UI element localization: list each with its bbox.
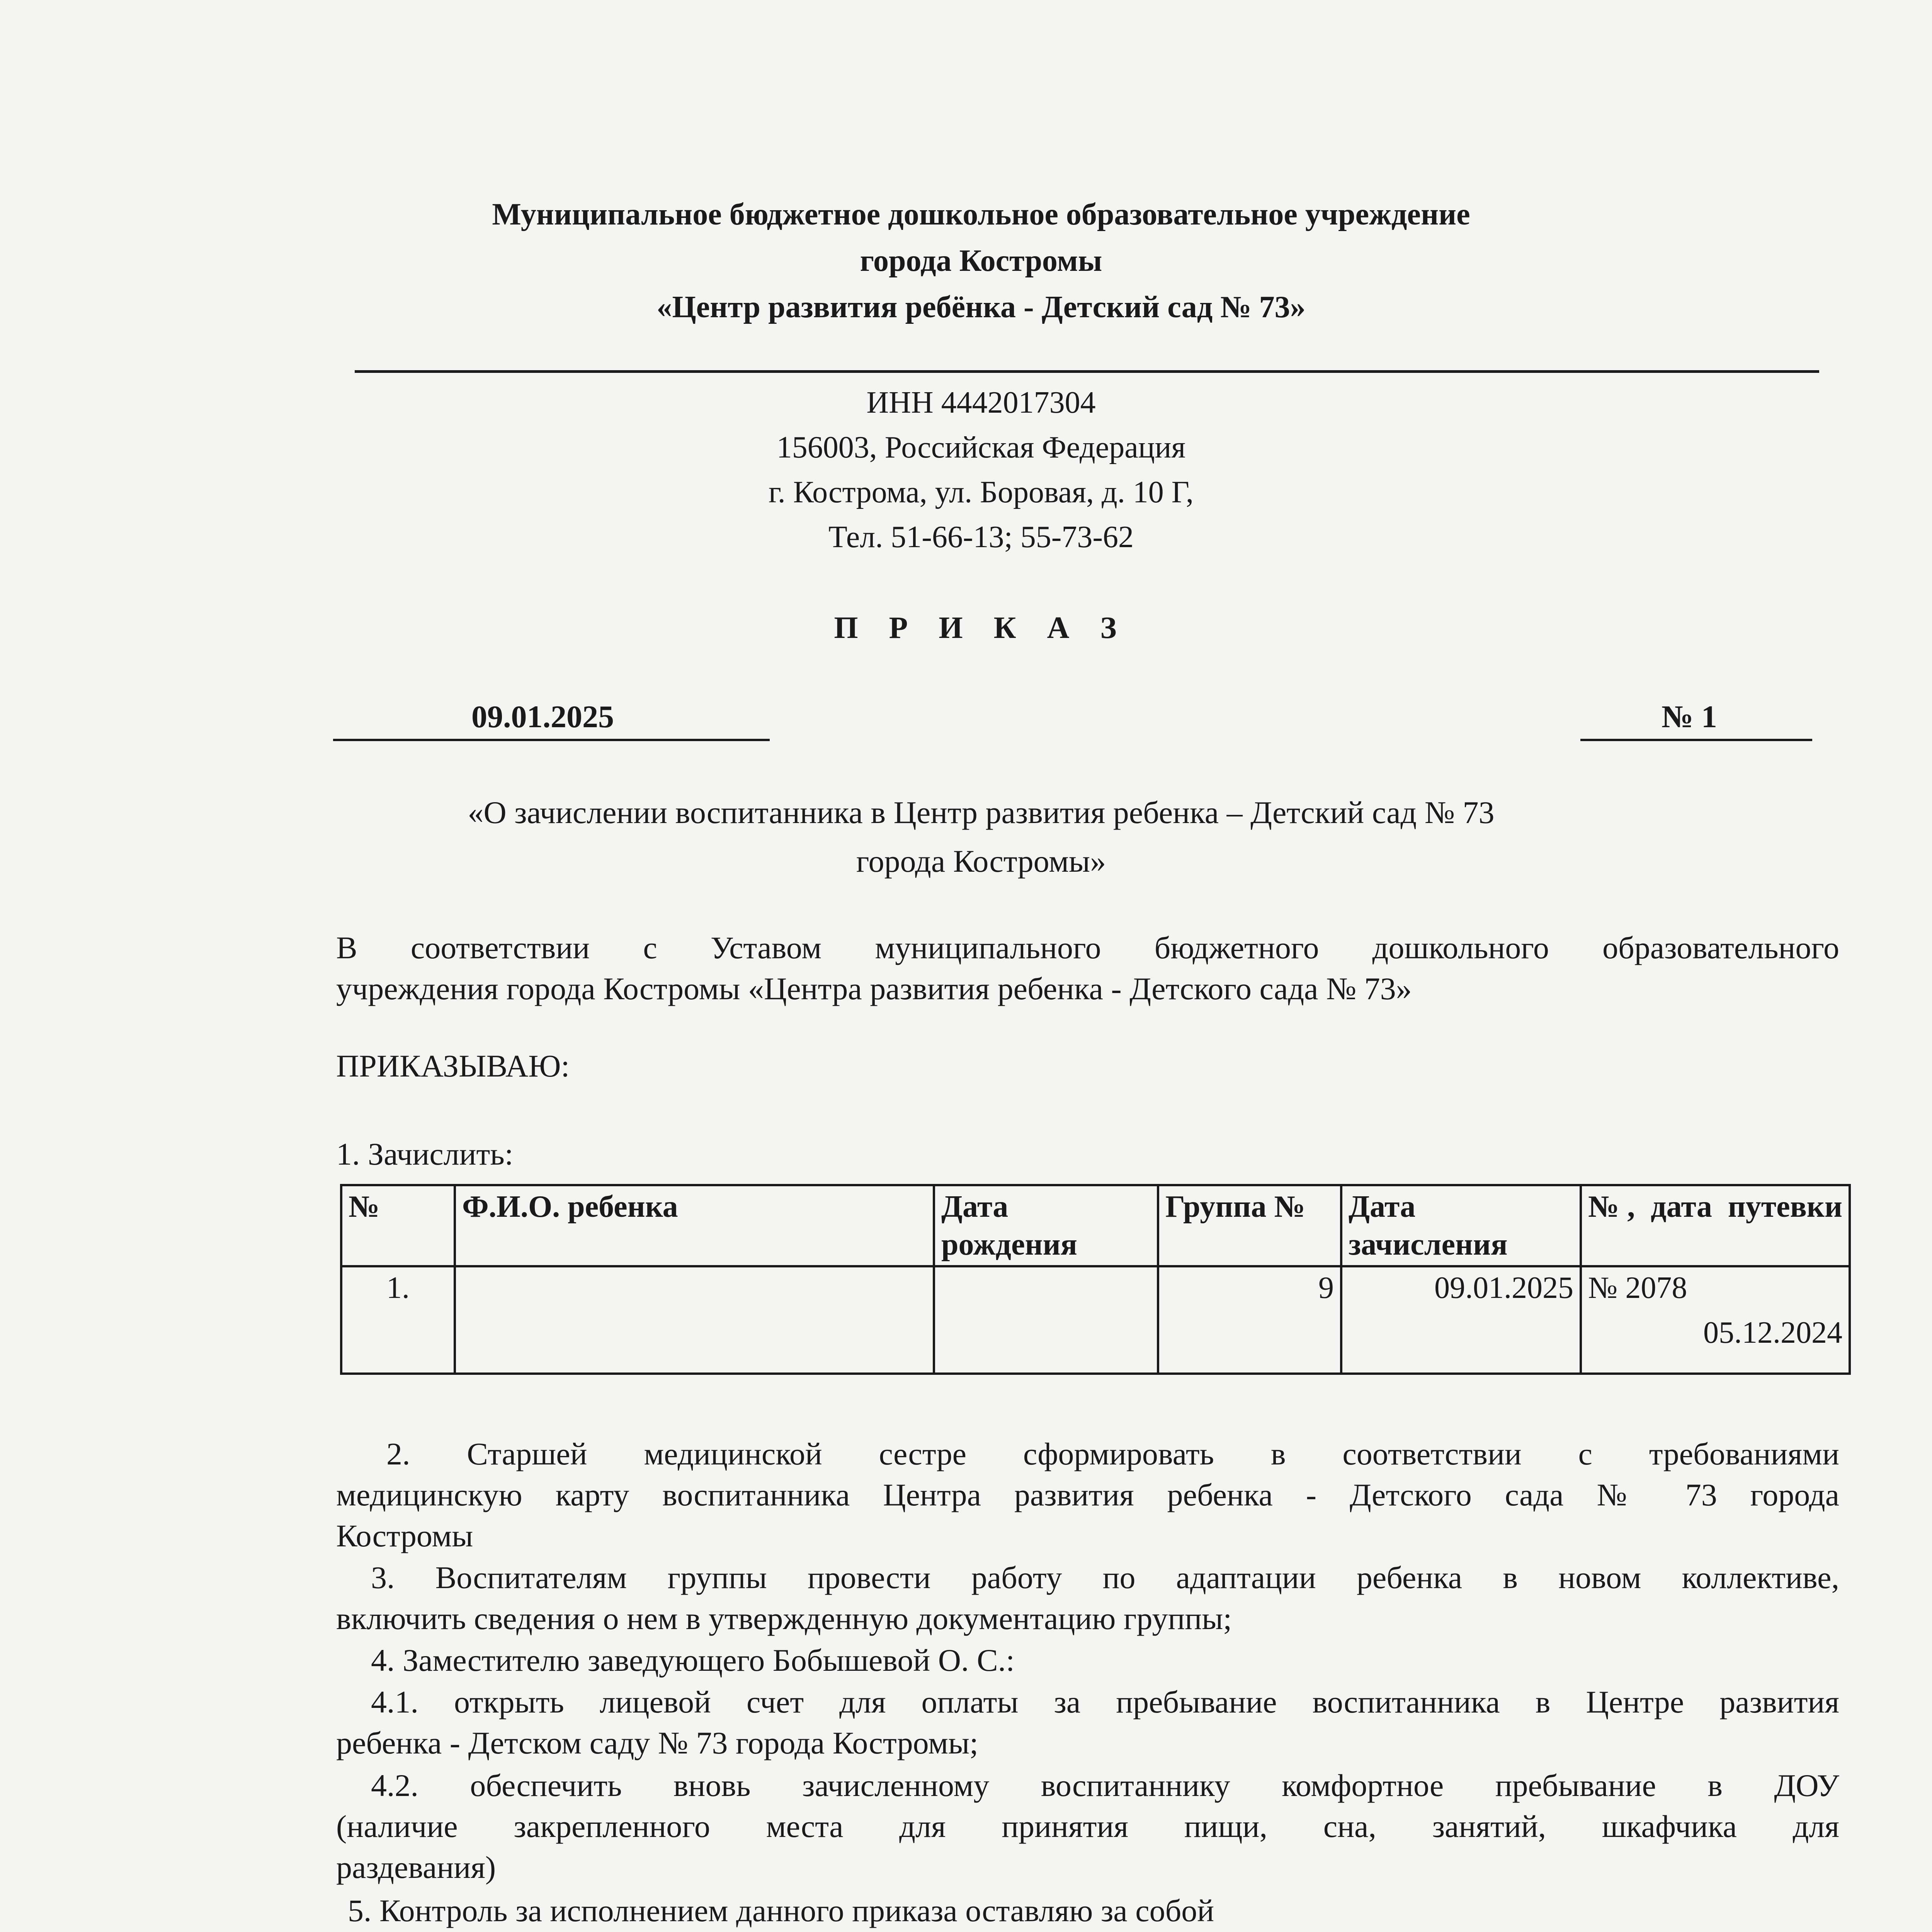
- decree-word: ПРИКАЗЫВАЮ:: [336, 1048, 570, 1083]
- item1-label: 1. Зачислить:: [336, 1136, 514, 1172]
- voucher-number: № 2078: [1588, 1271, 1687, 1305]
- order-number: № 1: [1662, 699, 1717, 734]
- item4-2-line1: 4.2. обеспечить вновь зачисленному воспитаннику комфортное пребывание в ДОУ: [371, 1768, 1839, 1803]
- item4-1-line1: 4.1. открыть лицевой счет для оплаты за пребывание воспитанника в Центре развития: [371, 1684, 1839, 1719]
- item2-line2: медицинскую карту воспитанника Центра развития ребенка - Детского сада № 73 города: [336, 1477, 1839, 1512]
- cell-enroll-date: 09.01.2025: [1341, 1266, 1581, 1374]
- item2-line1: 2. Старшей медицинской сестре сформировать в соответствии с требованиями: [386, 1436, 1839, 1471]
- order-title: П Р И К А З: [834, 611, 1128, 645]
- order-subject-line1: «О зачислении воспитанника в Центр развития ребенка – Детский сад № 73: [468, 795, 1495, 830]
- header-divider: [355, 370, 1819, 373]
- item4-1: [336, 1682, 1839, 1764]
- number-underline: [1580, 739, 1812, 741]
- order-date: 09.01.2025: [471, 699, 614, 734]
- preamble: [336, 927, 1839, 1009]
- item3: [336, 1557, 1839, 1639]
- header-num: №: [341, 1185, 455, 1266]
- cell-child-name: [455, 1266, 934, 1374]
- enrollment-table: [340, 1184, 1851, 1375]
- org-name-line2: города Костромы: [860, 244, 1102, 278]
- org-phone: Тел. 51-66-13; 55-73-62: [828, 520, 1134, 554]
- header-group: Группа №: [1158, 1185, 1341, 1266]
- item2-line3: Костромы: [336, 1518, 473, 1553]
- table-header-row: [341, 1185, 1850, 1266]
- org-address-country: 156003, Российская Федерация: [776, 430, 1186, 464]
- item3-line2: включить сведения о нем в утвержденную документацию группы;: [336, 1601, 1232, 1636]
- org-name-line1: Муниципальное бюджетное дошкольное образовательное учреждение: [492, 197, 1470, 231]
- order-subject-line2: города Костромы»: [856, 844, 1106, 879]
- header-voucher: №, дата путевки: [1581, 1185, 1850, 1266]
- cell-birth-date: [934, 1266, 1158, 1374]
- header-enroll-date: Дата зачисления: [1341, 1185, 1581, 1266]
- header-child-name: Ф.И.О. ребенка: [455, 1185, 934, 1266]
- org-inn: ИНН 4442017304: [866, 386, 1096, 420]
- cell-voucher: [1581, 1266, 1850, 1374]
- preamble-line1: В соответствии с Уставом муниципального бюджетного дошкольного образовательного: [336, 930, 1839, 965]
- preamble-line2: учреждения города Костромы «Центра развития ребенка - Детского сада № 73»: [336, 971, 1412, 1006]
- item4-2-line2: (наличие закрепленного места для принятия пищи, сна, занятий, шкафчика для: [336, 1809, 1839, 1844]
- header-birth-date: Дата рождения: [934, 1185, 1158, 1266]
- item4: 4. Заместителю заведующего Бобышевой О. С.:: [371, 1643, 1015, 1678]
- item4-1-line2: ребенка - Детском саду № 73 города Костромы;: [336, 1725, 978, 1760]
- org-address-street: г. Кострома, ул. Боровая, д. 10 Г,: [769, 475, 1194, 509]
- cell-num: 1.: [341, 1266, 455, 1374]
- item3-line1: 3. Воспитателям группы провести работу по адаптации ребенка в новом коллективе,: [371, 1560, 1839, 1595]
- item4-2-line3: раздевания): [336, 1850, 496, 1885]
- org-name-line3: «Центр развития ребёнка - Детский сад № 73»: [656, 290, 1306, 324]
- table-row: [341, 1266, 1850, 1374]
- item4-2: [336, 1765, 1839, 1888]
- item5: 5. Контроль за исполнением данного приказа оставляю за собой: [348, 1893, 1214, 1928]
- date-underline: [333, 739, 770, 741]
- item2: [336, 1434, 1839, 1556]
- cell-group: 9: [1158, 1266, 1341, 1374]
- voucher-date: 05.12.2024: [1703, 1316, 1842, 1350]
